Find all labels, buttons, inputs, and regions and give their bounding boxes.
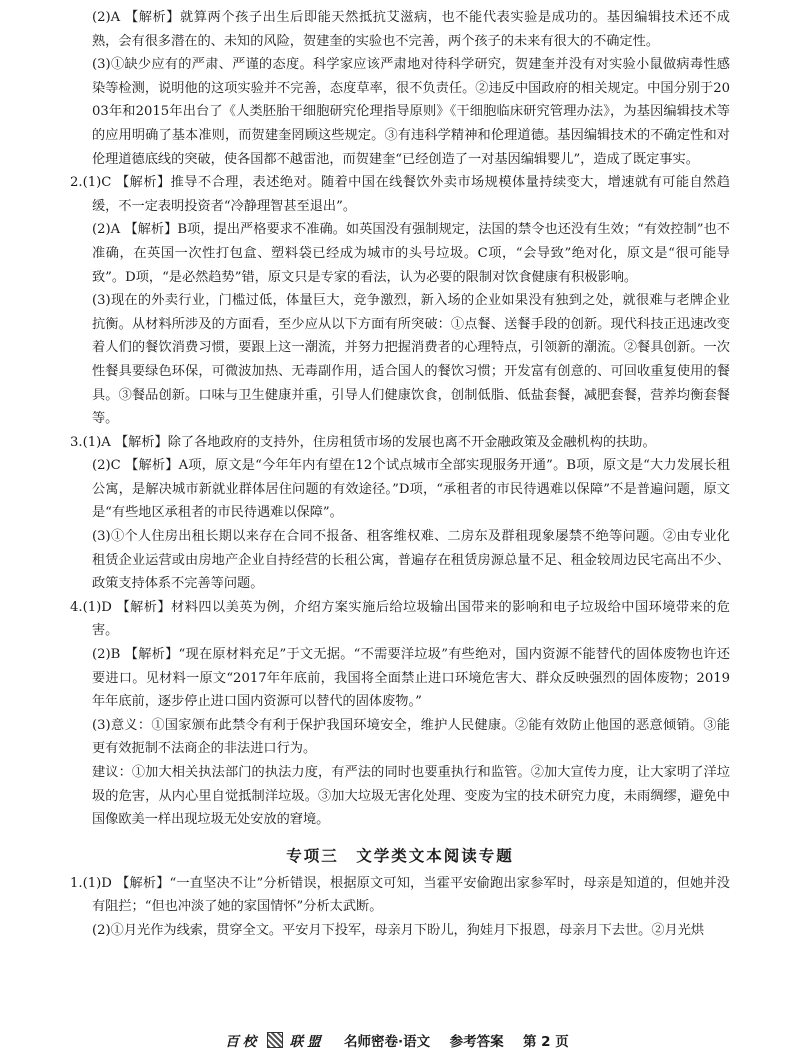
answer-paragraph: (2)C 【解析】A项，原文是“今年年内有望在12个试点城市全部实现服务开通”。B项，原文是“大力发展长租公寓，是解决城市新就业群体居住问题的有效途径。”D项，“承租者的市民待遇难以保障”不是普遍问题，原文是“有些地区承租者的市民待遇难以保障”。 bbox=[92, 458, 730, 521]
answer-paragraph: (3)①缺少应有的严肃、严谨的态度。科学家应该严肃地对待科学研究，贺建奎并没有对实验小鼠做病毒性感染等检测，说明他的这项实验并不完善，态度草率，很不负责任。②违反中国政府的相关规定。中国分别于2003年和2015年出台了《人类胚胎干细胞研究伦理指导原则》《干细胞临床研究管理办法》，为基因编辑技术等的应用明确了基本准则，而贺建奎罔顾这些规定。③有违科学精神和伦理道德。基因编辑技术的不确定性和对伦理道德底线的突破，使各国都不越雷池，而贺建奎“已经创造了一对基因编辑婴儿”，造成了既定事实。 bbox=[92, 57, 730, 167]
answer-page bbox=[70, 6, 730, 943]
footer-brand-2: 联盟 bbox=[289, 1034, 325, 1050]
section-title: 专项三 文学类文本阅读专题 bbox=[286, 846, 514, 865]
footer-title: 名师密卷·语文 bbox=[344, 1034, 431, 1050]
brand-seal-icon bbox=[267, 1032, 283, 1048]
answer-paragraph: 1.(1)D 【解析】“一直坚决不让”分析错误，根据原文可知，当霍平安偷跑出家参军时，母亲是知道的，但她并没有阻拦；“但也冲淡了她的家国情怀”分析太武断。 bbox=[70, 875, 730, 915]
footer-subtitle: 参考答案 bbox=[449, 1034, 504, 1050]
answer-paragraph: 4.(1)D 【解析】材料四以美英为例，介绍方案实施后给垃圾输出国带来的影响和电子垃圾给中国环境带来的危害。 bbox=[70, 599, 730, 639]
answer-paragraph: (3)①个人住房出租长期以来存在合同不报备、租客维权难、二房东及群租现象屡禁不绝等问题。②由专业化租赁企业运营或由房地产企业自持经营的长租公寓，普遍存在租赁房源总量不足、租金较周边民宅高出不少、政策支持体系不完善等问题。 bbox=[92, 529, 730, 592]
footer-brand: 百校 bbox=[225, 1034, 261, 1050]
page-footer bbox=[0, 1030, 794, 1050]
answer-paragraph: (2)A 【解析】B项，提出严格要求不准确。如英国没有强制规定，法国的禁令也还没有生效；“有效控制”也不准确，在英国一次性打包盒、塑料袋已经成为城市的头号垃圾。C项，“会导致”绝对化，原文是“很可能导致”。D项，“是必然趋势”错，原文只是专家的看法，认为必要的限制对饮食健康有积极影响。 bbox=[92, 222, 730, 285]
answer-paragraph: (2)A 【解析】就算两个孩子出生后即能天然抵抗艾滋病，也不能代表实验是成功的。基因编辑技术还不成熟，会有很多潜在的、未知的风险，贺建奎的实验也不完善，两个孩子的未来有很大的不确定性。 bbox=[92, 10, 730, 49]
answer-paragraph: (2)①月光作为线索，贯穿全文。平安月下投军，母亲月下盼儿，狗娃月下报恩，母亲月下去世。②月光烘 bbox=[92, 922, 705, 938]
answer-paragraph: 3.(1)A 【解析】除了各地政府的支持外，住房租赁市场的发展也离不开金融政策及金融机构的扶助。 bbox=[70, 434, 656, 450]
answer-paragraph: 建议：①加大相关执法部门的执法力度，有严法的同时也要重执行和监管。②加大宣传力度，让大家明了洋垃圾的危害，从内心里自觉抵制洋垃圾。③加大垃圾无害化处理、变废为宝的技术研究力度，未雨绸缪，避免中国像欧美一样出现垃圾无处安放的窘境。 bbox=[92, 765, 730, 828]
footer-page-number: 第 2 页 bbox=[522, 1034, 569, 1050]
answer-paragraph: (3)现在的外卖行业，门槛过低，体量巨大，竞争激烈，新入场的企业如果没有独到之处，就很难与老牌企业抗衡。从材料所涉及的方面看，至少应从以下方面有所突破：①点餐、送餐手段的创新。现代科技正迅速改变着人们的餐饮消费习惯，要跟上这一潮流，并努力把握消费者的心理特点，引领新的潮流。②餐具创新。一次性餐具要绿色环保，可微波加热、无毒副作用，适合国人的餐饮习惯；开发富有创意的、可回收重复使用的餐具。③餐品创新。口味与卫生健康并重，引导人们健康饮食，创制低脂、低盐套餐，减肥套餐，营养均衡套餐等。 bbox=[92, 293, 730, 427]
answer-block-bottom bbox=[70, 872, 730, 943]
answer-block-top bbox=[70, 6, 730, 832]
answer-paragraph: (2)B 【解析】“现在原材料充足”于文无据。“不需要洋垃圾”有些绝对，国内资源不能替代的固体废物也许还要进口。见材料一原文“2017年年底前，我国将全面禁止进口环境危害大、群众反映强烈的固体废物；2019年年底前，逐步停止进口国内资源可以替代的固体废物。” bbox=[92, 647, 730, 710]
answer-paragraph: 2.(1)C 【解析】推导不合理，表述绝对。随着中国在线餐饮外卖市场规模体量持续变大，增速就有可能自然趋缓，不一定表明投资者“冷静理智甚至退出”。 bbox=[70, 175, 730, 214]
answer-paragraph: (3)意义：①国家颁布此禁令有利于保护我国环境安全，维护人民健康。②能有效防止他国的恶意倾销。③能更有效扼制不法商企的非法进口行为。 bbox=[92, 717, 730, 757]
